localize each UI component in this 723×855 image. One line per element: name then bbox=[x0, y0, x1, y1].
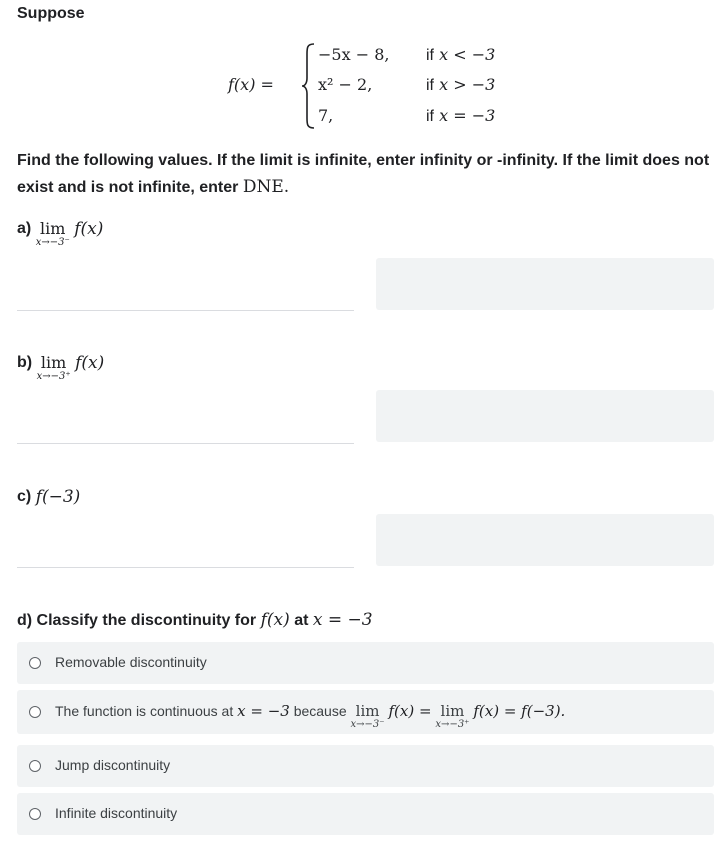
option-jump[interactable] bbox=[17, 745, 714, 787]
radio-continuous[interactable] bbox=[29, 706, 41, 718]
limit-operator: lim x→−3⁻ bbox=[35, 219, 70, 248]
question-a-label: a) lim x→−3⁻ f(x) bbox=[17, 219, 104, 248]
limit-right-operator: lim x→−3⁺ bbox=[435, 702, 470, 730]
piece-1-condition: if x < −3 bbox=[426, 45, 496, 64]
piece-1-expression: −5x − 8, bbox=[318, 45, 390, 64]
piece-3-condition: if x = −3 bbox=[426, 106, 496, 125]
option-infinite[interactable] bbox=[17, 793, 714, 835]
question-c-label: c) f(−3) bbox=[17, 487, 81, 507]
answer-c-input[interactable] bbox=[376, 514, 714, 566]
piece-2-expression: x² − 2, bbox=[318, 75, 373, 94]
radio-jump[interactable] bbox=[29, 760, 41, 772]
option-infinite-label: Infinite discontinuity bbox=[55, 805, 178, 821]
answer-c-divider bbox=[17, 567, 354, 568]
instructions-text: Find the following values. If the limit is infinite, enter infinity or -infinity. If the limit does not exist and is not infinite, enter DNE. bbox=[17, 152, 710, 197]
problem-title: Suppose bbox=[17, 5, 85, 22]
option-continuous-label: The function is continuous at x = −3 because lim x→−3⁻ f(x) = lim x→−3⁺ f(x) = f(−3). bbox=[55, 702, 566, 730]
answer-b-input[interactable] bbox=[376, 390, 714, 442]
piecewise-function bbox=[228, 42, 528, 132]
left-brace-icon bbox=[300, 42, 316, 130]
answer-b-divider bbox=[17, 443, 354, 444]
radio-infinite[interactable] bbox=[29, 808, 41, 820]
piece-2-condition: if x > −3 bbox=[426, 75, 496, 94]
question-d-label: d) Classify the discontinuity for f(x) at x = −3 bbox=[17, 610, 373, 630]
limit-operator: lim x→−3⁺ bbox=[36, 353, 71, 382]
option-removable[interactable] bbox=[17, 642, 714, 684]
option-removable-label: Removable discontinuity bbox=[55, 654, 207, 670]
question-b-label: b) lim x→−3⁺ f(x) bbox=[17, 353, 105, 382]
function-lhs: f(x) = bbox=[228, 75, 274, 94]
piece-3-expression: 7, bbox=[318, 106, 334, 125]
radio-removable[interactable] bbox=[29, 657, 41, 669]
dne-keyword: DNE. bbox=[242, 177, 290, 197]
option-jump-label: Jump discontinuity bbox=[55, 757, 171, 773]
option-continuous[interactable] bbox=[17, 690, 714, 734]
limit-left-operator: lim x→−3⁻ bbox=[350, 702, 385, 730]
answer-a-divider bbox=[17, 310, 354, 311]
answer-a-input[interactable] bbox=[376, 258, 714, 310]
